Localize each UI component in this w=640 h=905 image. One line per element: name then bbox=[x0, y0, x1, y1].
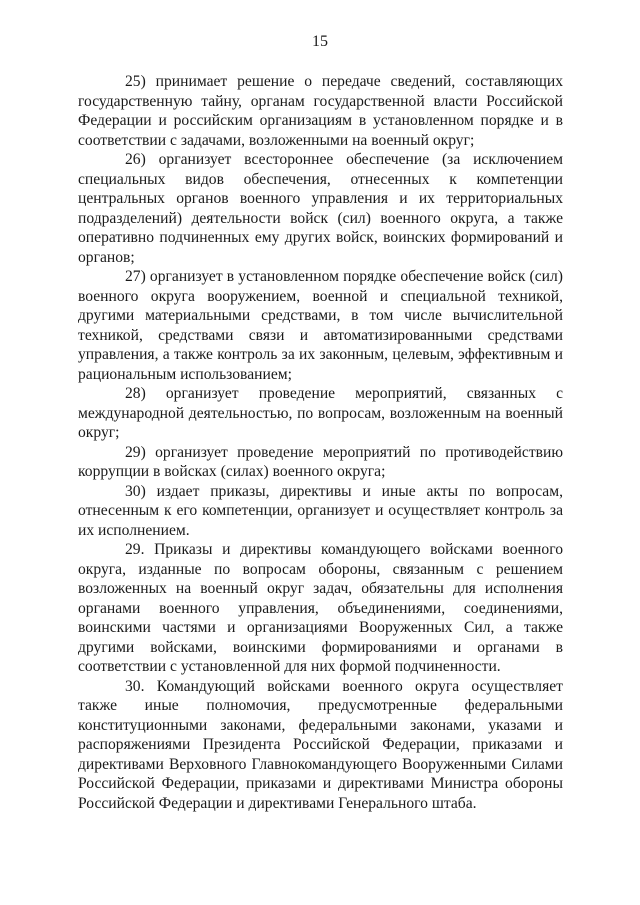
paragraph-item-26: 26) организует всестороннее обеспечение (за исключением специальных видов обеспечения, отнесенных к компетенции центральных органов военного управления и их территориальных подразделений) деятельности войск (сил) военного округа, а также оперативно подчиненных ему других войск, воинских формирований и органов; bbox=[78, 151, 563, 266]
paragraph-item-29: 29) организует проведение мероприятий по противодействию коррупции в войсках (силах) военного округа; bbox=[78, 443, 563, 480]
paragraph-item-30: 30) издает приказы, директивы и иные акты по вопросам, отнесенным к его компетенции, организует и осуществляет контроль за их исполнением. bbox=[78, 482, 563, 539]
section-30-paragraph: 30. Командующий войсками военного округа осуществляет также иные полномочия, предусмотренные федеральными конституционными законами, федеральными законами, указами и распоряжениями Президента Российской Федерации, приказами и директивами Верховного Главнокомандующего Вооруженными Силами Российской Федерации, приказами и директивами Министра обороны Российской Федерации и директивами Генерального штаба. bbox=[78, 677, 563, 812]
paragraph-item-27: 27) организует в установленном порядке обеспечение войск (сил) военного округа вооружением, военной и специальной техникой, другими материальными средствами, в том числе вычислительной техникой, средствами связи и автоматизированными средствами управления, а также контроль за их законным, целевым, эффективным и рациональным использованием; bbox=[78, 268, 563, 383]
paragraph-item-28: 28) организует проведение мероприятий, связанных с международной деятельностью, по вопросам, возложенным на военный округ; bbox=[78, 385, 563, 441]
paragraph-item-25: 25) принимает решение о передаче сведений, составляющих государственную тайну, органам государственной власти Российской Федерации и российским организациям в установленном порядке и в соответствии с задачами, возложенными на военный округ; bbox=[78, 73, 563, 149]
document-body bbox=[78, 72, 563, 813]
page-number: 15 bbox=[312, 33, 328, 50]
section-29-paragraph: 29. Приказы и директивы командующего войсками военного округа, изданные по вопросам обороны, связанным с решением возложенных на военный округ задач, обязательны для исполнения органами военного управления, объединениями, соединениями, воинскими частями и организациями Вооруженных Сил, а также другими войсками, воинскими формированиями и органами в соответствии с установленной для них формой подчиненности. bbox=[78, 541, 563, 675]
